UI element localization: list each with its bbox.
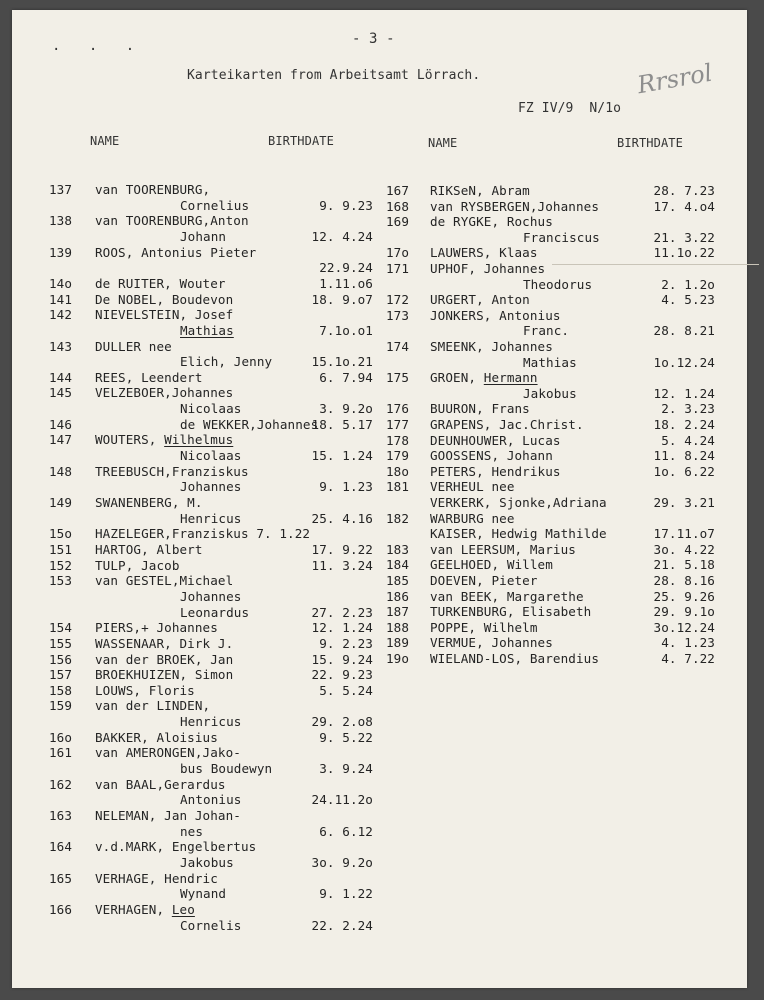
entry-given-names: Johann xyxy=(180,228,227,244)
entry-name: TURKENBURG, Elisabeth xyxy=(430,604,592,620)
right-birthdate-header: BIRTHDATE xyxy=(617,136,683,150)
entry-name: POPPE, Wilhelm xyxy=(430,619,538,635)
entry-number: 178 xyxy=(386,432,410,448)
entry-given-names: Franciscus xyxy=(523,229,600,245)
entry-name: HARTOG, Albert xyxy=(95,541,203,557)
entry-birthdate: 22. 9.23 xyxy=(311,667,373,683)
entry-number: 182 xyxy=(386,510,410,526)
entry-name: GROEN, Hermann xyxy=(430,370,538,386)
entry-birthdate: 25. 4.16 xyxy=(311,510,373,526)
entry-given-names: Johannes xyxy=(180,479,242,495)
entry-number: 139 xyxy=(49,244,73,260)
page-number: - 3 - xyxy=(352,31,395,47)
entry-birthdate: 29. 2.o8 xyxy=(311,714,373,730)
left-birthdate-header: BIRTHDATE xyxy=(268,134,334,148)
entry-name: de RUITER, Wouter xyxy=(95,275,226,291)
entry-number: 166 xyxy=(49,901,73,917)
entry-number: 153 xyxy=(49,573,73,589)
entry-name: TREEBUSCH,Franziskus xyxy=(95,463,249,479)
entry-number: 167 xyxy=(386,183,410,198)
entry-given-names: Cornelius xyxy=(180,197,250,213)
entry-number: 165 xyxy=(49,870,73,886)
entry-number: 144 xyxy=(49,369,73,385)
entry-name: DULLER nee xyxy=(95,338,172,354)
entry-given-names: Franc. xyxy=(523,323,570,339)
entry-birthdate: 9. 9.23 xyxy=(319,197,373,213)
entry-birthdate: 6. 7.94 xyxy=(319,369,373,385)
entry-number: 148 xyxy=(49,463,73,479)
entry-name: URGERT, Anton xyxy=(430,292,530,308)
entry-name: SWANENBERG, M. xyxy=(95,495,203,510)
entry-name: BUURON, Frans xyxy=(430,401,530,417)
entry-name: DOEVEN, Pieter xyxy=(430,573,538,588)
entry-number: 159 xyxy=(49,698,73,714)
entry-birthdate: 15. 9.24 xyxy=(311,651,373,667)
entry-name: van der BROEK, Jan xyxy=(95,651,234,667)
entry-number: 18o xyxy=(386,463,410,479)
reference-number: FZ IV/9 N/1o xyxy=(518,101,622,116)
entry-given-names: Elich, Jenny xyxy=(180,354,273,370)
entry-birthdate: 21. 5.18 xyxy=(653,557,715,573)
entry-number: 158 xyxy=(49,682,73,698)
entry-number: 156 xyxy=(49,651,73,667)
entry-birthdate: 11.1o.22 xyxy=(653,245,715,261)
entry-name: WASSENAAR, Dirk J. xyxy=(95,635,234,651)
entry-birthdate: 9. 5.22 xyxy=(319,729,373,745)
handwritten-annotation: Rrsrol xyxy=(635,58,715,100)
entry-number: 16o xyxy=(49,729,73,745)
entry-number: 149 xyxy=(49,495,73,510)
entry-given-names: Nicolaas xyxy=(180,401,242,417)
entry-given-names: Leonardus xyxy=(180,604,250,620)
entry-number: 184 xyxy=(386,557,410,573)
right-name-header: NAME xyxy=(428,136,458,150)
entry-birthdate: 9. 1.22 xyxy=(319,886,373,902)
entry-number: 142 xyxy=(49,307,73,323)
punch-marks: · · · xyxy=(52,42,145,58)
entry-birthdate: 18. 9.o7 xyxy=(311,291,373,307)
entry-birthdate: 18. 2.24 xyxy=(653,417,715,432)
entry-birthdate: 28. 7.23 xyxy=(653,183,715,198)
entry-number: 157 xyxy=(49,667,73,683)
entry-given-names: Jakobus xyxy=(180,854,234,870)
entry-birthdate: 29. 9.1o xyxy=(653,604,715,620)
entry-given-names: Cornelis xyxy=(180,917,242,933)
entry-name: van BEEK, Margarethe xyxy=(430,588,584,604)
entry-number: 173 xyxy=(386,307,410,323)
entry-number: 145 xyxy=(49,385,73,401)
entry-given-names: KAISER, Hedwig Mathilde xyxy=(430,526,607,542)
entry-number: 19o xyxy=(386,651,410,666)
entry-name: REES, Leendert xyxy=(95,369,203,385)
entry-name: van GESTEL,Michael xyxy=(95,573,234,589)
entry-birthdate: 24.11.2o xyxy=(311,792,373,808)
entry-birthdate: 17.11.o7 xyxy=(653,526,715,542)
entry-name: LOUWS, Floris xyxy=(95,682,195,698)
entry-number: 147 xyxy=(49,432,73,448)
entry-birthdate: 11. 3.24 xyxy=(311,557,373,573)
entry-birthdate: 21. 3.22 xyxy=(653,229,715,245)
entry-number: 185 xyxy=(386,573,410,588)
entry-name: GOOSSENS, Johann xyxy=(430,448,553,464)
entry-birthdate: 27. 2.23 xyxy=(311,604,373,620)
entry-number: 163 xyxy=(49,808,73,823)
entry-number: 155 xyxy=(49,635,73,651)
entry-number: 14o xyxy=(49,275,73,291)
document-page xyxy=(12,10,747,988)
entry-given-names: Antonius xyxy=(180,792,242,808)
entry-number: 164 xyxy=(49,839,73,855)
entry-number: 154 xyxy=(49,620,73,636)
entry-birthdate: 1.11.o6 xyxy=(319,275,373,291)
entry-number: 188 xyxy=(386,619,410,635)
entry-name: van AMERONGEN,Jako- xyxy=(95,745,241,761)
entry-birthdate: 5. 5.24 xyxy=(319,682,373,698)
entry-name: de WEKKER,Johannes xyxy=(180,416,319,432)
entry-name: de RYGKE, Rochus xyxy=(430,214,553,230)
entry-name: PETERS, Hendrikus xyxy=(430,463,561,479)
entry-name: VERMUE, Johannes xyxy=(430,635,553,651)
entry-given-names: Henricus xyxy=(180,510,242,526)
entry-birthdate: 12. 1.24 xyxy=(311,620,373,636)
entry-birthdate: 4. 7.22 xyxy=(661,651,715,666)
entry-given-names: Henricus xyxy=(180,714,242,730)
entry-birthdate: 18. 5.17 xyxy=(311,416,373,432)
entry-name: van RYSBERGEN,Johannes xyxy=(430,198,600,214)
entry-name: VELZEBOER,Johannes xyxy=(95,385,234,401)
entry-name: GRAPENS, Jac.Christ. xyxy=(430,417,584,432)
entry-name: SMEENK, Johannes xyxy=(430,339,553,354)
entry-given-names: bus Boudewyn xyxy=(180,761,273,777)
entry-number: 175 xyxy=(386,370,410,386)
entry-number: 176 xyxy=(386,401,410,417)
entry-name: van BAAL,Gerardus xyxy=(95,776,226,792)
entry-number: 137 xyxy=(49,182,73,197)
entry-birthdate: 9. 1.23 xyxy=(319,479,373,495)
entry-number: 187 xyxy=(386,604,410,620)
entry-given-names: Mathias xyxy=(180,322,234,338)
entry-birthdate: 15. 1.24 xyxy=(311,448,373,464)
entry-birthdate: 5. 4.24 xyxy=(661,432,715,448)
entry-birthdate: 28. 8.21 xyxy=(653,323,715,339)
entry-birthdate: 12. 1.24 xyxy=(653,385,715,401)
entry-birthdate: 22.9.24 xyxy=(319,260,373,276)
entry-number: 152 xyxy=(49,557,73,573)
entry-name: HAZELEGER,Franziskus 7. 1.22 xyxy=(95,526,311,542)
entry-name: van TOORENBURG,Anton xyxy=(95,213,249,229)
entry-number: 171 xyxy=(386,261,410,276)
entry-birthdate: 6. 6.12 xyxy=(319,823,373,839)
entry-birthdate: 4. 1.23 xyxy=(661,635,715,651)
entry-number: 181 xyxy=(386,479,410,495)
entry-name: van TOORENBURG, xyxy=(95,182,211,197)
entry-number: 162 xyxy=(49,776,73,792)
entry-birthdate: 17. 4.o4 xyxy=(653,198,715,214)
entry-birthdate: 1o. 6.22 xyxy=(653,463,715,479)
entry-number: 169 xyxy=(386,214,410,230)
entry-name: NELEMAN, Jan Johan- xyxy=(95,808,241,823)
entry-number: 189 xyxy=(386,635,410,651)
entry-number: 146 xyxy=(49,416,73,432)
entry-given-names: Mathias xyxy=(523,354,577,370)
entry-name: BROEKHUIZEN, Simon xyxy=(95,667,234,683)
entry-name: v.d.MARK, Engelbertus xyxy=(95,839,257,855)
entry-birthdate: 7.1o.o1 xyxy=(319,322,373,338)
entry-given-names: VERKERK, Sjonke,Adriana xyxy=(430,495,607,510)
entry-number: 168 xyxy=(386,198,410,214)
entry-name: WARBURG nee xyxy=(430,510,515,526)
entry-name: De NOBEL, Boudevon xyxy=(95,291,234,307)
entry-given-names: Nicolaas xyxy=(180,448,242,464)
entry-birthdate: 3o. 9.2o xyxy=(311,854,373,870)
entry-name: WOUTERS, Wilhelmus xyxy=(95,432,234,448)
entry-name: van der LINDEN, xyxy=(95,698,211,714)
entry-number: 174 xyxy=(386,339,410,354)
entry-birthdate: 12. 4.24 xyxy=(311,228,373,244)
entry-given-names: Jakobus xyxy=(523,385,577,401)
entry-number: 151 xyxy=(49,541,73,557)
entry-number: 172 xyxy=(386,292,410,308)
entry-birthdate: 2. 3.23 xyxy=(661,401,715,417)
entry-birthdate: 29. 3.21 xyxy=(653,495,715,510)
entry-number: 15o xyxy=(49,526,73,542)
entry-name: UPHOF, Johannes xyxy=(430,261,546,276)
entry-name: LAUWERS, Klaas xyxy=(430,245,538,261)
entry-birthdate: 3. 9.24 xyxy=(319,761,373,777)
entry-number: 143 xyxy=(49,338,73,354)
left-name-header: NAME xyxy=(90,134,120,148)
entry-birthdate: 15.1o.21 xyxy=(311,354,373,370)
entry-number: 141 xyxy=(49,291,73,307)
entry-name: van LEERSUM, Marius xyxy=(430,541,576,557)
fold-line xyxy=(552,264,759,265)
entry-name: RIKSeN, Abram xyxy=(430,183,530,198)
entry-name: DEUNHOUWER, Lucas xyxy=(430,432,561,448)
entry-given-names: nes xyxy=(180,823,204,839)
entry-name: TULP, Jacob xyxy=(95,557,180,573)
entry-birthdate: 9. 2.23 xyxy=(319,635,373,651)
entry-name: JONKERS, Antonius xyxy=(430,307,561,323)
entry-given-names: Wynand xyxy=(180,886,227,902)
entry-number: 177 xyxy=(386,417,410,432)
entry-number: 138 xyxy=(49,213,73,229)
entry-name: VERHAGEN, Leo xyxy=(95,901,195,917)
entry-birthdate: 3. 9.2o xyxy=(319,401,373,417)
entry-given-names: Theodorus xyxy=(523,276,593,292)
entry-given-names: Johannes xyxy=(180,588,242,604)
entry-birthdate: 25. 9.26 xyxy=(653,588,715,604)
entry-birthdate: 3o.12.24 xyxy=(653,619,715,635)
entry-birthdate: 3o. 4.22 xyxy=(653,541,715,557)
entry-birthdate: 4. 5.23 xyxy=(661,292,715,308)
entry-name: WIELAND-LOS, Barendius xyxy=(430,651,600,666)
entry-number: 161 xyxy=(49,745,73,761)
entry-birthdate: 28. 8.16 xyxy=(653,573,715,588)
entry-birthdate: 1o.12.24 xyxy=(653,354,715,370)
entry-birthdate: 22. 2.24 xyxy=(311,917,373,933)
page-title: Karteikarten from Arbeitsamt Lörrach. xyxy=(187,68,481,83)
entry-name: VERHAGE, Hendric xyxy=(95,870,218,886)
entry-number: 186 xyxy=(386,588,410,604)
entry-name: PIERS,+ Johannes xyxy=(95,620,218,636)
entry-birthdate: 2. 1.2o xyxy=(661,276,715,292)
entry-birthdate: 17. 9.22 xyxy=(311,541,373,557)
entry-number: 17o xyxy=(386,245,410,261)
entry-name: GEELHOED, Willem xyxy=(430,557,553,573)
entry-name: VERHEUL nee xyxy=(430,479,515,495)
entry-name: ROOS, Antonius Pieter xyxy=(95,244,257,260)
entry-name: NIEVELSTEIN, Josef xyxy=(95,307,234,323)
entry-name: BAKKER, Aloisius xyxy=(95,729,218,745)
entry-birthdate: 11. 8.24 xyxy=(653,448,715,464)
entry-number: 179 xyxy=(386,448,410,464)
entry-number: 183 xyxy=(386,541,410,557)
